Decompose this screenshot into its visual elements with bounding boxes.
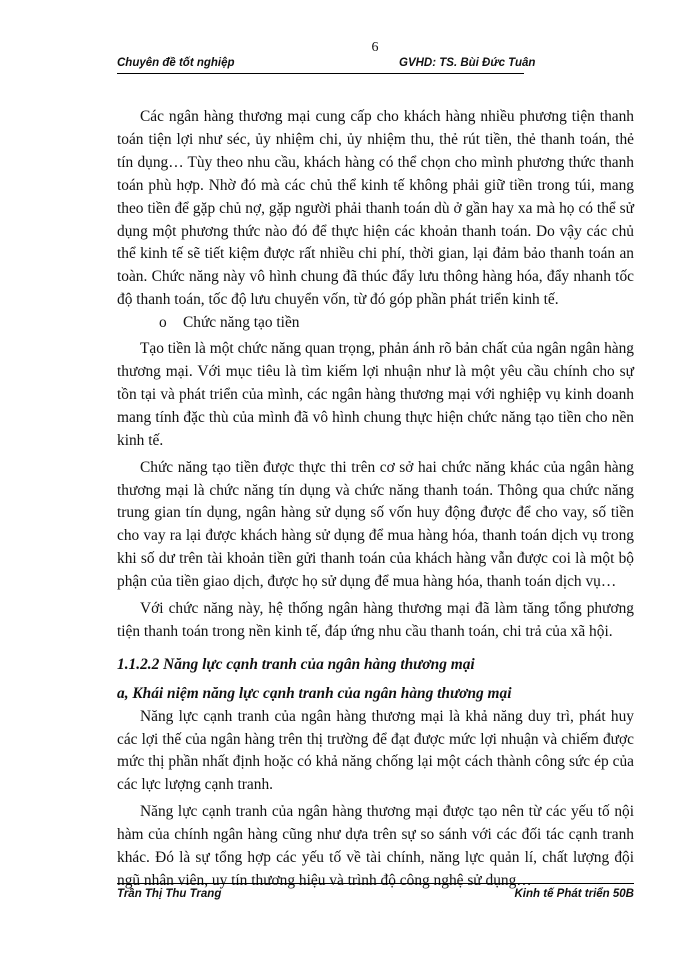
header-document-type: Chuyên đề tốt nghiệp [117, 57, 235, 69]
page-body [117, 106, 634, 893]
page-footer [117, 883, 634, 900]
bullet-marker: o [159, 314, 167, 332]
paragraph-money-creation-effect: Với chức năng này, hệ thống ngân hàng thương mại đã làm tăng tổng phương tiện thanh toán trong nền kinh tế, đáp ứng nhu cầu thanh toán, chi trả của xã hội. [117, 600, 634, 640]
paragraph-money-creation: Tạo tiền là một chức năng quan trọng, phản ánh rõ bản chất của ngân ngân hàng thương mại. Với mục tiêu là tìm kiếm lợi nhuận như là một yêu cầu chính cho sự tồn tại và phát triển của mình, các ngân hàng thương mại với nghiệp vụ kinh doanh mang tính đặc thù của mình đã vô hình chung thực hiện chức năng tạo tiền cho nền kinh tế. [117, 340, 634, 449]
paragraph-competitiveness-definition: Năng lực cạnh tranh của ngân hàng thương mại là khả năng duy trì, phát huy các lợi thế của ngân hàng trên thị trường để đạt được mức lợi nhuận và chiếm được mức thị phần nhất định hoặc có khả năng chống lại một cách thành công sức ép của các lực lượng cạnh tranh. [117, 707, 634, 794]
section-heading-competitiveness: 1.1.2.2 Năng lực cạnh tranh của ngân hàng thương mại [117, 655, 475, 673]
paragraph-money-creation-mechanism: Chức năng tạo tiền được thực thi trên cơ sở hai chức năng khác của ngân hàng thương mại là chức năng tín dụng và chức năng thanh toán. Thông qua chức năng trung gian tín dụng, ngân hàng sử dụng số vốn huy động được để cho vay, số tiền cho vay ra lại được khách hàng sử dụng để mua hàng hóa, thanh toán dịch vụ trong khi số dư trên tài khoản tiền gửi thanh toán của khách hàng vẫn được coi là một bộ phận của tiền giao dịch, được họ sử dụng để mua hàng hóa, thanh toán dịch vụ… [117, 458, 634, 591]
footer-author: Trần Thị Thu Trang [117, 888, 222, 900]
footer-class: Kinh tế Phát triển 50B [514, 888, 634, 900]
paragraph-competitiveness-factors: Năng lực cạnh tranh của ngân hàng thương mại được tạo nên từ các yếu tố nội hàm của chính ngân hàng cũng như dựa trên sự so sánh với các đối tác cạnh tranh khác. Đó là sự tổng hợp các yếu tố về tài chính, năng lực quản lí, chất lượng đội ngũ nhân viên, uy tín thương hiệu và trình độ công nghệ sử dụng… [117, 803, 634, 889]
bullet-item-money-creation [117, 312, 634, 335]
paragraph-payment-function: Các ngân hàng thương mại cung cấp cho khách hàng nhiều phương tiện thanh toán tiện lợi như séc, ủy nhiệm chi, ủy nhiệm thu, thẻ rút tiền, thẻ thanh toán, thẻ tín dụng… Tùy theo nhu cầu, khách hàng có thể chọn cho mình phương thức thanh toán phù hợp. Nhờ đó mà các chủ thể kinh tế không phải giữ tiền trong túi, mang theo tiền để gặp chủ nợ, gặp người phải thanh toán dù ở gần hay xa mà họ có thể sử dụng một phương thức nào đó để thực hiện các khoản thanh toán. Do vậy các chủ thể kinh tế sẽ tiết kiệm được rất nhiều chi phí, thời gian, lại đảm bảo thanh toán an toàn. Chức năng này vô hình chung đã thúc đẩy lưu thông hàng hóa, đẩy nhanh tốc độ thanh toán, tốc độ lưu chuyển vốn, từ đó góp phần phát triển kinh tế. [117, 108, 634, 309]
bullet-label: Chức năng tạo tiền [183, 314, 300, 332]
header-supervisor: GVHD: TS. Bùi Đức Tuân [399, 57, 536, 69]
page-header [117, 55, 536, 74]
page-number: 6 [371, 40, 379, 55]
subsection-heading-concept: a, Khái niệm năng lực cạnh tranh của ngân hàng thương mại [117, 684, 512, 702]
